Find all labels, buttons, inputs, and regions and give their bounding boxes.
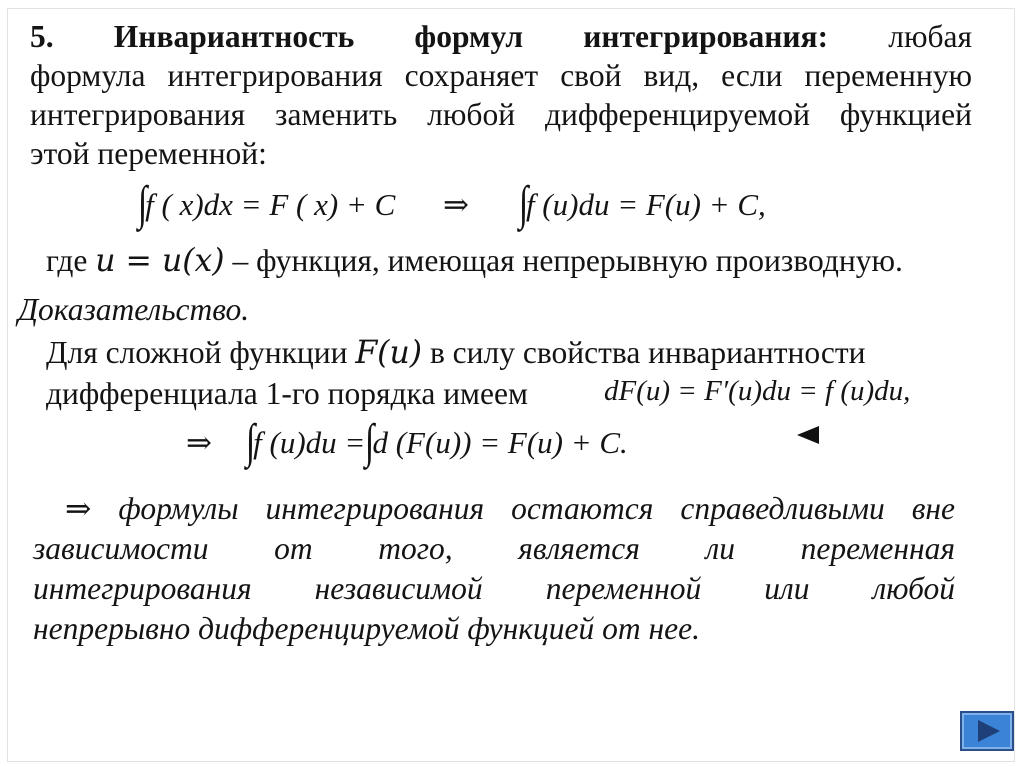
theorem-line-2: формула интегрирования сохраняет свой вид, если переменную [30, 58, 972, 93]
integral-sign: ∫ [245, 415, 256, 468]
proof-line-2: дифференциала 1-го порядка имеем [46, 376, 528, 411]
proof-line-1-math: F(u) [355, 335, 423, 371]
where-suffix: – функция, имеющая непрерывную производную. [232, 243, 903, 278]
conclusion-line-4: непрерывно дифференцируемой функцией от нее. [33, 611, 700, 646]
conclusion-line-1: ⇒ формулы интегрирования остаются справедливыми вне [65, 491, 955, 526]
integral-sign: ∫ [137, 177, 148, 230]
where-line [46, 242, 903, 280]
proof-line-1-b: в силу свойства инвариантности [429, 335, 866, 370]
end-of-proof-triangle-icon [795, 424, 821, 446]
formula-proof [186, 415, 628, 468]
proof-line-1-a: Для сложной функции [46, 335, 348, 370]
theorem-line-3: интегрирования заменить любой дифференцируемой функцией [30, 97, 972, 132]
integral-sign: ∫ [365, 415, 375, 468]
theorem-title: 5. Инвариантность формул интегрирования: [30, 19, 829, 54]
formula-proof-b: d (F(u)) = F(u) + C. [372, 425, 628, 460]
implies-arrow: ⇒ [186, 425, 212, 460]
formula-left: f ( x)dx = F ( x) + C [145, 187, 396, 222]
integral-sign: ∫ [518, 177, 529, 230]
where-prefix: где [46, 243, 88, 278]
theorem-line-1-rest: любая [888, 19, 972, 54]
formula-proof-a: f (u)du = [253, 425, 366, 460]
theorem-line-1 [30, 18, 972, 56]
theorem-line-4: этой переменной: [30, 136, 267, 171]
proof-line-1 [46, 334, 866, 372]
formula-differential: dF(u) = F′(u)du = f (u)du, [604, 375, 911, 407]
next-slide-button[interactable] [960, 711, 1014, 751]
conclusion-line-3: интегрирования независимой переменной или любой [33, 571, 955, 606]
conclusion-line-2: зависимости от того, является ли переменная [33, 531, 955, 566]
where-math: u = u(x) [95, 243, 225, 279]
formula-right: f (u)du = F(u) + C, [525, 187, 766, 222]
proof-title: Доказательство. [18, 292, 250, 327]
implies-arrow: ⇒ [443, 187, 470, 222]
play-triangle-icon [974, 718, 1002, 744]
formula-invariance [137, 177, 766, 230]
